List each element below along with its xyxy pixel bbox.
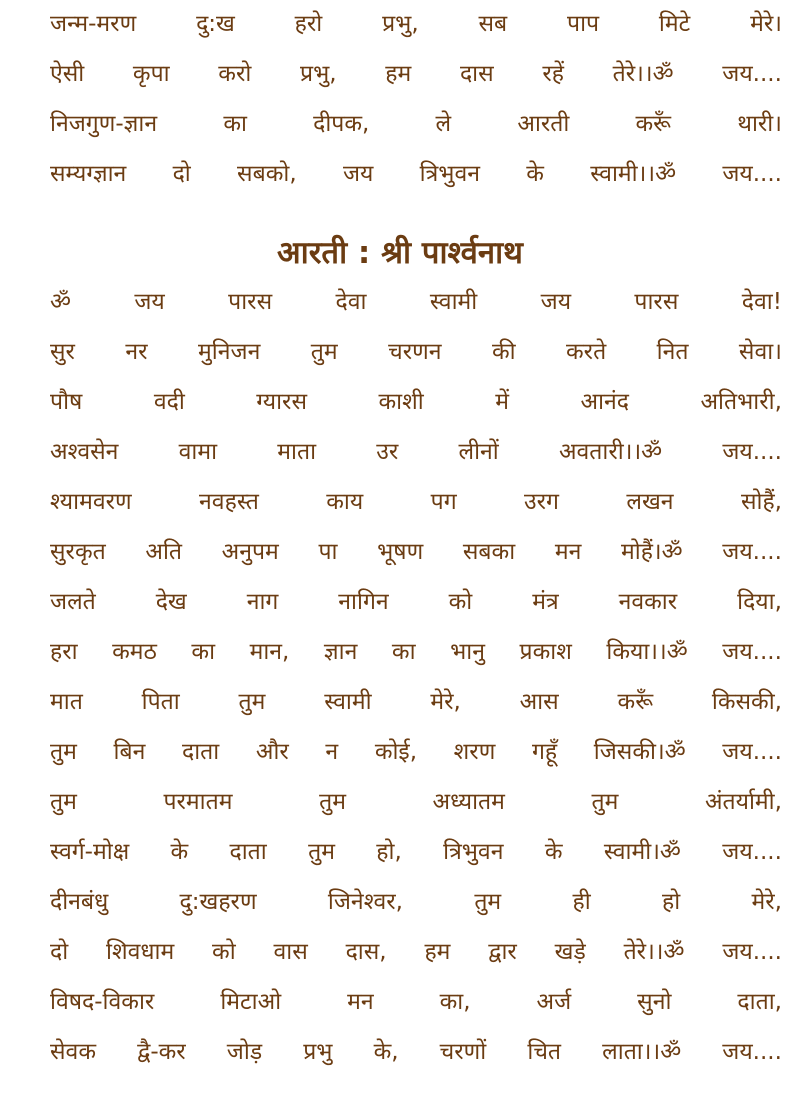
verse-word: माता	[277, 439, 317, 465]
aarti-line-10	[50, 732, 782, 772]
verse-word: वदी	[153, 389, 185, 415]
aarti-line-13	[50, 882, 782, 922]
verse-word: ले	[435, 111, 452, 137]
aarti-line-5	[50, 482, 782, 522]
verse-word: मुनिजन	[198, 339, 261, 365]
verse-word: स्वामी।ॐ	[603, 839, 681, 865]
verse-word: का,	[439, 989, 471, 1015]
verse-word: ग्यारस	[256, 389, 308, 415]
verse-word: विषद-विकार	[50, 989, 155, 1015]
verse-word: किसकी,	[711, 689, 782, 715]
verse-word: जय....	[722, 539, 782, 565]
verse-word: मान,	[249, 639, 290, 665]
verse-word: शरण	[453, 739, 496, 765]
verse-word: काशी	[378, 389, 424, 415]
verse-word: जय....	[722, 439, 782, 465]
verse-word: सुनो	[637, 989, 672, 1015]
verse-word: प्रकाश	[519, 639, 572, 665]
verse-word: हरा	[50, 639, 78, 665]
verse-word: स्वामी।।ॐ	[590, 161, 677, 187]
verse-word: नाग	[246, 589, 279, 615]
verse-word: उरग	[524, 489, 559, 515]
verse-word: परमातम	[163, 789, 233, 815]
verse-word: मन	[554, 539, 582, 565]
verse-word: पग	[430, 489, 457, 515]
verse-word: को	[448, 589, 473, 615]
verse-word: मेरे।	[750, 11, 782, 37]
page-title: आरती : श्री पार्श्वनाथ	[277, 235, 523, 271]
verse-word: आस	[519, 689, 559, 715]
verse-word: में	[495, 389, 509, 415]
verse-word: तुम	[238, 689, 266, 715]
verse-word: उर	[376, 439, 399, 465]
verse-word: द्वार	[488, 939, 517, 965]
verse-word: जय....	[722, 639, 782, 665]
verse-word: जय....	[722, 161, 782, 187]
aarti-line-14	[50, 932, 782, 972]
verse-word: सुरकृत	[50, 539, 106, 565]
verse-word: अति	[145, 539, 183, 565]
verse-word: सबको,	[237, 161, 297, 187]
verse-word: बिन	[113, 739, 146, 765]
verse-word: दो	[172, 161, 191, 187]
verse-word: नवकार	[618, 589, 678, 615]
verse-word: पा	[318, 539, 338, 565]
verse-word: श्यामवरण	[50, 489, 132, 515]
verse-word: नागिन	[338, 589, 389, 615]
verse-word: तुम	[50, 739, 77, 765]
aarti-line-4	[50, 432, 782, 472]
verse-word: को	[212, 939, 236, 965]
verse-word: निजगुण-ज्ञान	[50, 111, 158, 137]
verse-word: की	[491, 339, 516, 365]
verse-word: मिटे	[658, 11, 691, 37]
verse-word: पारस	[634, 289, 679, 315]
verse-word: शिवधाम	[105, 939, 175, 965]
aarti-line-2	[50, 332, 782, 372]
verse-word: और	[255, 739, 289, 765]
verse-word: अश्वसेन	[50, 439, 119, 465]
verse-word: देख	[155, 589, 187, 615]
aarti-line-3	[50, 382, 782, 422]
verse-word: मात	[50, 689, 83, 715]
verse-word: तुम	[308, 839, 335, 865]
verse-word: लीनों	[458, 439, 499, 465]
verse-word: का	[191, 639, 216, 665]
verse-word: करूँ	[617, 689, 654, 715]
verse-word: दु:ख	[196, 11, 235, 37]
verse-word: द्वै-कर	[137, 1039, 186, 1065]
verse-word: तुम	[310, 339, 338, 365]
verse-word: रहें	[542, 61, 564, 87]
verse-word: वास	[273, 939, 308, 965]
verse-word: प्रभु,	[300, 61, 337, 87]
verse-word: का	[391, 639, 416, 665]
verse-word: करते	[566, 339, 607, 365]
verse-word: जय	[540, 289, 572, 315]
aarti-line-6	[50, 532, 782, 572]
intro-line-2	[50, 54, 782, 94]
verse-word: अध्यातम	[432, 789, 505, 815]
verse-word: जिनेश्वर,	[327, 889, 403, 915]
verse-word: ऐसी	[50, 61, 85, 87]
verse-word: अर्ज	[536, 989, 572, 1015]
verse-word: चरणों	[439, 1039, 487, 1065]
verse-word: का	[223, 111, 247, 137]
verse-word: थारी।	[737, 111, 782, 137]
verse-word: ज्ञान	[323, 639, 358, 665]
verse-word: आनंद	[580, 389, 629, 415]
verse-word: प्रभु,	[382, 11, 419, 37]
verse-word: कमठ	[112, 639, 157, 665]
verse-word: चरणन	[388, 339, 442, 365]
verse-word: पाप	[567, 11, 600, 37]
verse-word: आरती	[517, 111, 570, 137]
verse-word: त्रिभुवन	[419, 161, 480, 187]
verse-word: पौष	[50, 389, 83, 415]
verse-word: नवहस्त	[199, 489, 259, 515]
verse-word: गहूँ	[531, 739, 558, 765]
verse-word: हो	[662, 889, 681, 915]
verse-word: तुम	[591, 789, 619, 815]
verse-word: नर	[125, 339, 148, 365]
verse-word: दास	[459, 61, 494, 87]
verse-word: हरो	[294, 11, 323, 37]
verse-word: स्वामी	[429, 289, 478, 315]
verse-word: मन	[347, 989, 374, 1015]
verse-word: दु:खहरण	[179, 889, 257, 915]
verse-word: मंत्र	[532, 589, 559, 615]
intro-line-4	[50, 154, 782, 194]
aarti-line-1	[50, 282, 782, 322]
verse-word: देवा!	[741, 289, 782, 315]
verse-word: सम्यग्ज्ञान	[50, 161, 127, 187]
verse-word: लाता।।ॐ	[602, 1039, 682, 1065]
verse-word: कृपा	[132, 61, 170, 87]
verse-word: के	[170, 839, 189, 865]
verse-word: हो,	[376, 839, 402, 865]
intro-line-1	[50, 4, 782, 44]
verse-word: चित	[527, 1039, 562, 1065]
verse-word: जय....	[722, 839, 782, 865]
verse-word: सेवक	[50, 1039, 96, 1065]
verse-word: स्वर्ग-मोक्ष	[50, 839, 130, 865]
aarti-line-11	[50, 782, 782, 822]
verse-word: खड़े	[554, 939, 586, 965]
verse-word: सोहैं,	[740, 489, 782, 515]
verse-word: जय	[342, 161, 374, 187]
verse-word: जन्म-मरण	[50, 11, 137, 37]
verse-word: जय....	[722, 61, 782, 87]
verse-word: के	[544, 839, 563, 865]
verse-word: मिटाओ	[220, 989, 282, 1015]
verse-word: जय....	[722, 1039, 782, 1065]
verse-word: सेवा।	[738, 339, 782, 365]
intro-line-3	[50, 104, 782, 144]
aarti-line-16	[50, 1032, 782, 1072]
verse-word: दास,	[345, 939, 387, 965]
verse-word: वामा	[178, 439, 218, 465]
verse-word: भूषण	[377, 539, 424, 565]
verse-word: काय	[326, 489, 364, 515]
verse-word: पारस	[228, 289, 273, 315]
verse-word: अंतर्यामी,	[704, 789, 782, 815]
verse-word: जय....	[722, 939, 782, 965]
verse-word: जय....	[722, 739, 782, 765]
verse-word: करूँ	[635, 111, 672, 137]
verse-word: भानु	[450, 639, 485, 665]
verse-word: दाता	[181, 739, 220, 765]
aarti-line-8	[50, 632, 782, 672]
verse-word: के,	[373, 1039, 399, 1065]
verse-word: अनुपम	[221, 539, 279, 565]
verse-word: दिया,	[737, 589, 782, 615]
verse-word: तुम	[474, 889, 502, 915]
aarti-line-7	[50, 582, 782, 622]
verse-word: जलते	[50, 589, 96, 615]
verse-word: करो	[218, 61, 252, 87]
verse-word: अवतारी।।ॐ	[558, 439, 663, 465]
aarti-line-15	[50, 982, 782, 1022]
verse-word: नित	[656, 339, 689, 365]
verse-word: लखन	[626, 489, 674, 515]
verse-word: तेरे।।ॐ	[612, 61, 674, 87]
verse-word: हम	[424, 939, 451, 965]
verse-word: मेरे,	[751, 889, 782, 915]
verse-word: मेरे,	[430, 689, 461, 715]
verse-word: तुम	[319, 789, 346, 815]
verse-word: त्रिभुवन	[443, 839, 504, 865]
verse-word: देवा	[335, 289, 367, 315]
verse-word: दीनबंधु	[50, 889, 109, 915]
verse-word: तुम	[50, 789, 77, 815]
verse-word: सब	[478, 11, 508, 37]
verse-word: न	[325, 739, 339, 765]
verse-word: जिसकी।ॐ	[593, 739, 686, 765]
verse-word: दो	[50, 939, 69, 965]
aarti-line-9	[50, 682, 782, 722]
verse-word: सबका	[462, 539, 516, 565]
verse-word: दाता	[229, 839, 267, 865]
aarti-line-12	[50, 832, 782, 872]
verse-word: दीपक,	[313, 111, 370, 137]
verse-word: प्रभु	[303, 1039, 333, 1065]
verse-word: कोई,	[374, 739, 418, 765]
verse-word: तेरे।।ॐ	[623, 939, 685, 965]
verse-word: के	[526, 161, 544, 187]
verse-word: ॐ	[50, 289, 71, 315]
verse-word: अतिभारी,	[700, 389, 782, 415]
verse-word: दाता,	[737, 989, 782, 1015]
verse-word: सुर	[50, 339, 75, 365]
verse-word: जय	[134, 289, 165, 315]
verse-word: ही	[572, 889, 591, 915]
verse-word: किया।।ॐ	[606, 639, 688, 665]
verse-word: मोहैं।ॐ	[620, 539, 683, 565]
verse-word: हम	[385, 61, 412, 87]
verse-word: स्वामी	[324, 689, 372, 715]
verse-word: पिता	[141, 689, 180, 715]
verse-word: जोड़	[226, 1039, 263, 1065]
